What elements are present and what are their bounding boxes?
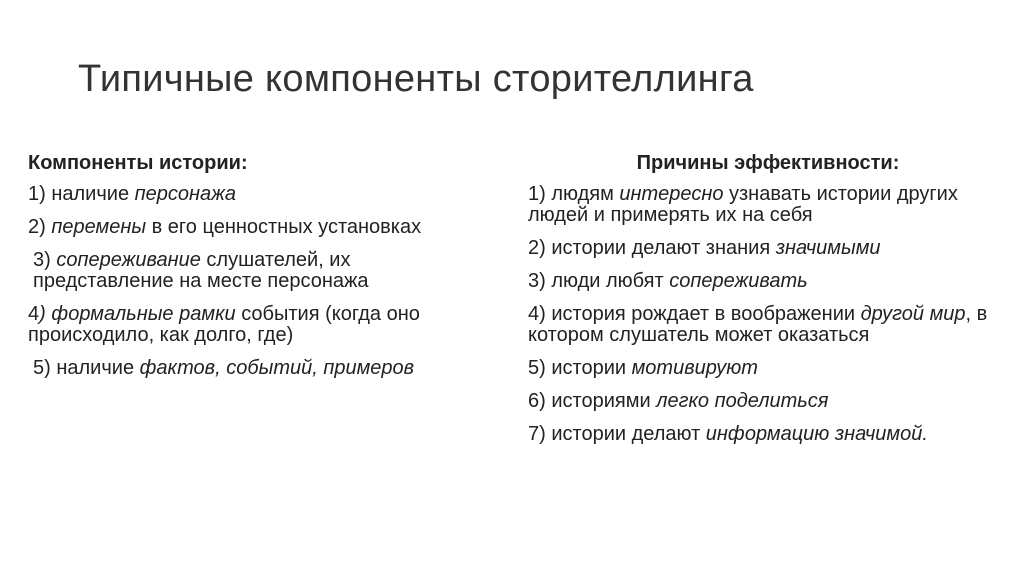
right-column bbox=[528, 150, 1008, 457]
list-item-text: 6) историями bbox=[528, 390, 657, 412]
list-item-text: события (когда оно происходило, как долго, где) bbox=[28, 303, 420, 346]
right-column-heading: Причины эффективности: bbox=[636, 152, 900, 174]
left-column bbox=[28, 150, 488, 391]
list-item-italic-text: перемены bbox=[51, 216, 147, 238]
list-item-italic-text: другой мир bbox=[860, 303, 966, 325]
list-item-italic-text: фактов, событий, примеров bbox=[139, 357, 415, 379]
list-item bbox=[528, 391, 1008, 412]
list-item-italic-text: информацию значимой. bbox=[705, 423, 928, 445]
list-item bbox=[28, 358, 488, 379]
list-item bbox=[528, 304, 1008, 346]
list-item-text: , в котором слушатель может оказаться bbox=[528, 303, 988, 346]
list-item-italic-text: сопереживание bbox=[56, 249, 201, 271]
left-column-list bbox=[28, 184, 488, 379]
list-item-text: 5) истории bbox=[528, 357, 632, 379]
list-item-italic-text: легко поделиться bbox=[656, 390, 829, 412]
list-item-italic-text: персонажа bbox=[134, 183, 237, 205]
list-item bbox=[28, 217, 488, 238]
list-item-text: 7) истории делают bbox=[528, 423, 706, 445]
list-item-italic-text: ) формальные рамки bbox=[39, 303, 236, 325]
list-item-italic-text: сопереживать bbox=[669, 270, 808, 292]
list-item bbox=[528, 424, 1008, 445]
list-item-text: 3) bbox=[33, 249, 57, 271]
list-item bbox=[528, 184, 1008, 226]
list-item bbox=[528, 238, 1008, 259]
list-item-text: 2) истории делают знания bbox=[528, 237, 776, 259]
list-item-text: 5) наличие bbox=[33, 357, 140, 379]
list-item-text: 3) люди любят bbox=[528, 270, 670, 292]
right-column-list bbox=[528, 184, 1008, 445]
list-item-text: 4) история рождает в воображении bbox=[528, 303, 861, 325]
list-item-text: слушателей, их представление на месте персонажа bbox=[33, 249, 369, 292]
slide-title: Типичные компоненты сторителлинга bbox=[78, 58, 754, 100]
list-item-text: в его ценностных установках bbox=[146, 216, 422, 238]
list-item-italic-text: интересно bbox=[619, 183, 724, 205]
list-item-text: 2) bbox=[28, 216, 52, 238]
list-item-text: 1) людям bbox=[528, 183, 620, 205]
list-item bbox=[28, 250, 488, 292]
list-item-text: 4 bbox=[28, 303, 40, 325]
list-item-italic-text: мотивируют bbox=[631, 357, 758, 379]
list-item-text: 1) наличие bbox=[28, 183, 135, 205]
list-item bbox=[28, 184, 488, 205]
left-column-heading: Компоненты истории: bbox=[28, 152, 248, 174]
list-item bbox=[28, 304, 488, 346]
list-item bbox=[528, 358, 1008, 379]
list-item-italic-text: значимыми bbox=[775, 237, 881, 259]
list-item-text: узнавать истории других людей и примерять их на себя bbox=[528, 183, 958, 226]
list-item bbox=[528, 271, 1008, 292]
